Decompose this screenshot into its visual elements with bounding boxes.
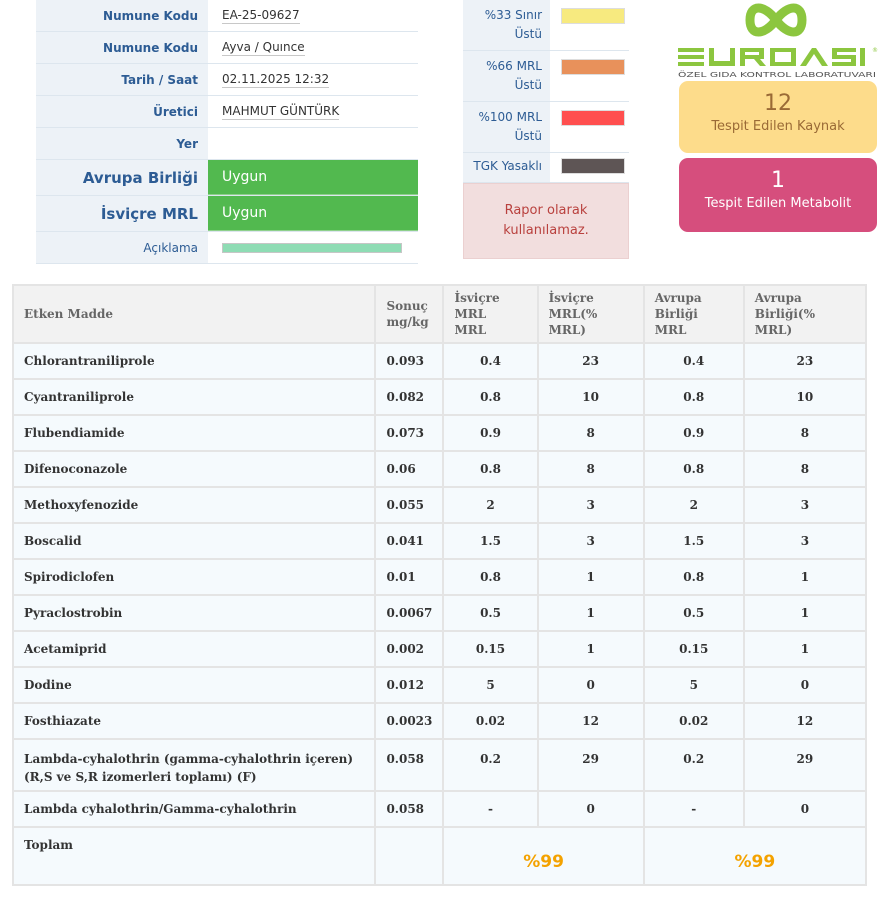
status-row-eu [36, 160, 418, 196]
eu-pct-value: 0 [744, 791, 866, 827]
header-ch-pct: İsviçre MRL(% MRL) [538, 285, 644, 343]
ch-pct-value: 1 [538, 559, 644, 595]
result-value: 0.06 [375, 451, 443, 487]
ch-pct-value: 0 [538, 667, 644, 703]
ch-mrl-value: 0.02 [443, 703, 537, 739]
info-value: Ayva / Quınce [222, 39, 305, 54]
substance-name: Spirodiclofen [13, 559, 375, 595]
infinity-icon [676, 0, 878, 80]
eu-pct-value: 3 [744, 523, 866, 559]
eu-mrl-value: 0.8 [644, 379, 744, 415]
ch-pct-value: 1 [538, 595, 644, 631]
detected-source-card [679, 81, 877, 153]
header-ch-mrl: İsviçre MRL MRL [443, 285, 537, 343]
description-label: Açıklama [36, 232, 208, 263]
substance-name: Pyraclostrobin [13, 595, 375, 631]
ch-pct-value: 29 [538, 739, 644, 791]
eu-mrl-value: 0.8 [644, 451, 744, 487]
info-row-location [36, 128, 418, 160]
eu-mrl-value: 2 [644, 487, 744, 523]
header-eu-pct: Avrupa Birliği(% MRL) [744, 285, 866, 343]
result-value: 0.0023 [375, 703, 443, 739]
substance-name: Methoxyfenozide [13, 487, 375, 523]
eu-mrl-value: 0.5 [644, 595, 744, 631]
ch-pct-value: 23 [538, 343, 644, 379]
header-active-substance: Etken Madde [13, 285, 375, 343]
ch-pct-value: 8 [538, 415, 644, 451]
info-label: Numune Kodu [36, 32, 208, 63]
status-label: İsviçre MRL [36, 196, 208, 231]
table-row [13, 415, 866, 451]
substance-name: Dodine [13, 667, 375, 703]
legend-swatch-tgk [561, 158, 625, 174]
info-row-description [36, 232, 418, 264]
total-result-empty [375, 827, 443, 885]
substance-name: Fosthiazate [13, 703, 375, 739]
eu-pct-value: 10 [744, 379, 866, 415]
eu-pct-value: 8 [744, 415, 866, 451]
eu-mrl-value: 1.5 [644, 523, 744, 559]
eu-mrl-value: - [644, 791, 744, 827]
ch-mrl-value: 0.8 [443, 379, 537, 415]
status-label: Avrupa Birliği [36, 160, 208, 195]
report-warning [463, 183, 629, 259]
detected-source-label: Tespit Edilen Kaynak [711, 119, 845, 134]
ch-pct-value: 3 [538, 487, 644, 523]
total-label: Toplam [13, 827, 375, 885]
result-value: 0.082 [375, 379, 443, 415]
sample-info-panel [36, 0, 418, 264]
eu-pct-value: 23 [744, 343, 866, 379]
eu-mrl-value: 0.2 [644, 739, 744, 791]
eu-mrl-value: 0.15 [644, 631, 744, 667]
eu-pct-value: 1 [744, 631, 866, 667]
euroasia-wordmark [678, 48, 874, 66]
eu-pct-value: 1 [744, 595, 866, 631]
total-ch-pct: %99 [443, 827, 643, 885]
description-color-bar [222, 243, 402, 253]
eu-pct-value: 8 [744, 451, 866, 487]
legend-item [463, 0, 629, 51]
table-row [13, 791, 866, 827]
ch-pct-value: 0 [538, 791, 644, 827]
status-badge-eu: Uygun [208, 160, 418, 195]
substance-name: Acetamiprid [13, 631, 375, 667]
info-row-sample-code [36, 0, 418, 32]
legend-swatch-100 [561, 110, 625, 126]
result-value: 0.01 [375, 559, 443, 595]
info-value: 02.11.2025 12:32 [222, 71, 330, 86]
ch-mrl-value: 0.2 [443, 739, 537, 791]
results-table [12, 284, 867, 886]
substance-name: Chlorantraniliprole [13, 343, 375, 379]
results-body [13, 343, 866, 885]
table-row [13, 595, 866, 631]
eu-pct-value: 12 [744, 703, 866, 739]
legend-item [463, 153, 629, 183]
ch-pct-value: 8 [538, 451, 644, 487]
legend-item [463, 102, 629, 153]
logo-tagline: ÖZEL GIDA KONTROL LABORATUVARI [678, 70, 876, 79]
ch-mrl-value: 0.8 [443, 559, 537, 595]
table-row [13, 559, 866, 595]
ch-pct-value: 10 [538, 379, 644, 415]
eu-pct-value: 3 [744, 487, 866, 523]
detected-metabolite-card [679, 158, 877, 232]
substance-name: Lambda cyhalothrin/Gamma-cyhalothrin [13, 791, 375, 827]
legend-label-2: Üstü [514, 27, 542, 41]
detected-metabolite-count: 1 [771, 168, 785, 193]
result-value: 0.012 [375, 667, 443, 703]
status-row-ch [36, 196, 418, 232]
result-value: 0.093 [375, 343, 443, 379]
eu-mrl-value: 0.4 [644, 343, 744, 379]
substance-name: Flubendiamide [13, 415, 375, 451]
info-label: Numune Kodu [36, 0, 208, 31]
result-value: 0.0067 [375, 595, 443, 631]
info-value: EA-25-09627 [222, 7, 300, 22]
info-label: Tarih / Saat [36, 64, 208, 95]
table-row [13, 451, 866, 487]
detected-metabolite-label: Tespit Edilen Metabolit [704, 196, 852, 211]
ch-pct-value: 3 [538, 523, 644, 559]
euroasia-logo [676, 0, 878, 80]
table-row [13, 631, 866, 667]
eu-mrl-value: 5 [644, 667, 744, 703]
table-row [13, 667, 866, 703]
eu-mrl-value: 0.9 [644, 415, 744, 451]
total-eu-pct: %99 [644, 827, 866, 885]
result-value: 0.058 [375, 739, 443, 791]
substance-name: Lambda-cyhalothrin (gamma-cyhalothrin içeren) (R,S ve S,R izomerleri toplamı) (F) [13, 739, 375, 791]
ch-mrl-value: 0.5 [443, 595, 537, 631]
ch-pct-value: 1 [538, 631, 644, 667]
ch-mrl-value: - [443, 791, 537, 827]
table-row [13, 523, 866, 559]
total-row [13, 827, 866, 885]
header-result: Sonuç mg/kg [375, 285, 443, 343]
legend-label: %66 MRL [486, 59, 542, 73]
legend-label-2: Üstü [514, 129, 542, 143]
ch-mrl-value: 0.9 [443, 415, 537, 451]
result-value: 0.073 [375, 415, 443, 451]
info-value: MAHMUT GÜNTÜRK [222, 103, 340, 118]
eu-pct-value: 29 [744, 739, 866, 791]
result-value: 0.041 [375, 523, 443, 559]
warning-text-1: Rapor olarak [504, 203, 588, 218]
info-row-product [36, 32, 418, 64]
table-row [13, 379, 866, 415]
eu-mrl-value: 0.02 [644, 703, 744, 739]
ch-mrl-value: 0.8 [443, 451, 537, 487]
ch-mrl-value: 0.15 [443, 631, 537, 667]
legend-swatch-33 [561, 8, 625, 24]
table-row [13, 487, 866, 523]
table-row [13, 343, 866, 379]
eu-pct-value: 1 [744, 559, 866, 595]
legend-label-2: Üstü [514, 78, 542, 92]
legend-label: %33 Sınır [484, 8, 542, 22]
header-eu-mrl: Avrupa Birliği MRL [644, 285, 744, 343]
legend-item [463, 51, 629, 102]
info-label: Üretici [36, 96, 208, 127]
ch-mrl-value: 5 [443, 667, 537, 703]
ch-mrl-value: 0.4 [443, 343, 537, 379]
detected-source-count: 12 [764, 91, 792, 116]
eu-pct-value: 0 [744, 667, 866, 703]
substance-name: Difenoconazole [13, 451, 375, 487]
info-row-date [36, 64, 418, 96]
eu-mrl-value: 0.8 [644, 559, 744, 595]
color-legend [463, 0, 629, 259]
legend-label: TGK Yasaklı [473, 159, 542, 173]
substance-name: Boscalid [13, 523, 375, 559]
result-value: 0.055 [375, 487, 443, 523]
ch-mrl-value: 1.5 [443, 523, 537, 559]
table-row [13, 703, 866, 739]
legend-swatch-66 [561, 59, 625, 75]
status-badge-ch: Uygun [208, 196, 418, 231]
registered-mark: ® [872, 47, 878, 54]
table-header-row [13, 285, 866, 343]
result-value: 0.058 [375, 791, 443, 827]
table-row [13, 739, 866, 791]
ch-mrl-value: 2 [443, 487, 537, 523]
info-label: Yer [36, 128, 208, 159]
ch-pct-value: 12 [538, 703, 644, 739]
legend-label: %100 MRL [478, 110, 542, 124]
result-value: 0.002 [375, 631, 443, 667]
substance-name: Cyantraniliprole [13, 379, 375, 415]
info-row-producer [36, 96, 418, 128]
warning-text-2: kullanılamaz. [503, 223, 589, 238]
